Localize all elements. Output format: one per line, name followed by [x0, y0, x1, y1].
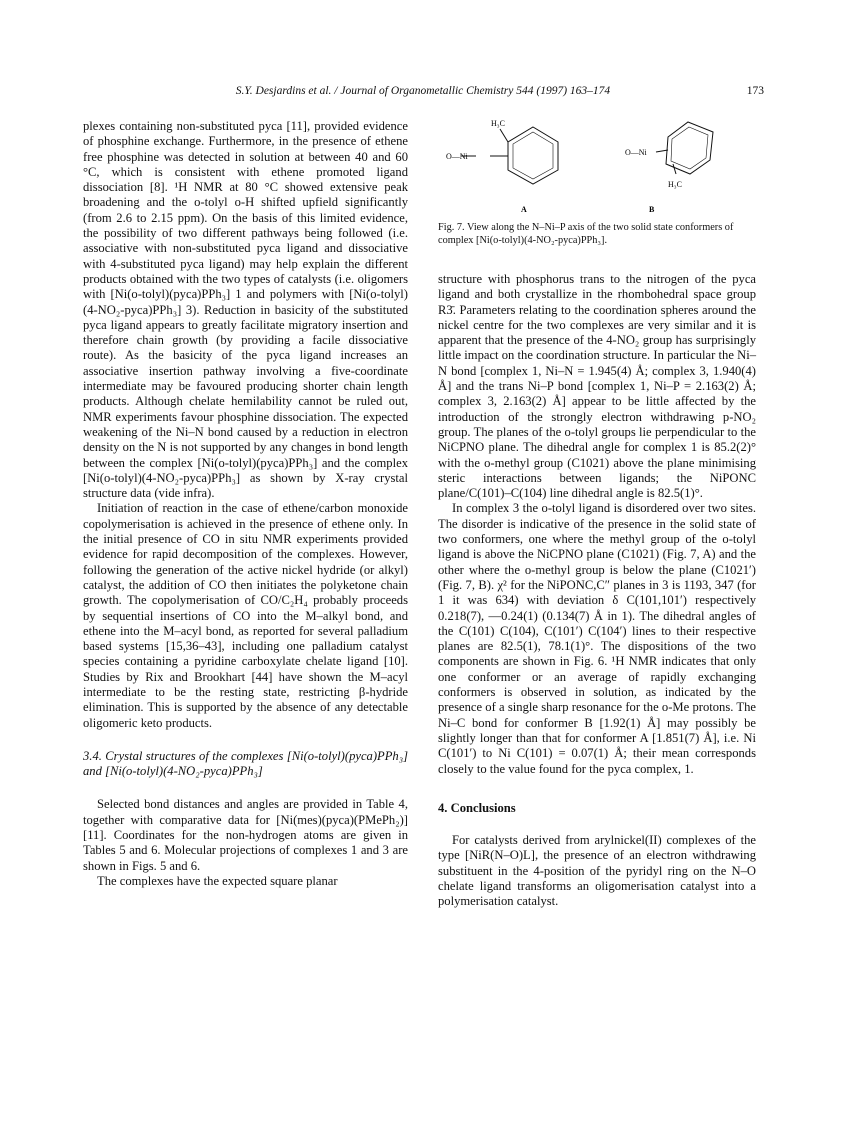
conformer-diagram: [438, 112, 760, 222]
paragraph: structure with phosphorus trans to the nitrogen of the pyca ligand and both crystallize in the rhombohedral space group R3̄. Parameters relating to the coordination spheres around the nickel centre for the two complexes are very similar and it is apparent that the presence of the 4-NO₂ group has surprisingly little impact on the coordination structure. In particular the Ni–N bond [complex 1, Ni–N = 1.945(4) Å; complex 3, 1.940(4) Å] and the trans Ni–P bond [complex 1, Ni–P = 2.163(2) Å; complex 3, 2.163(2) Å] appear to be little affected by the introduction of the strongly electron withdrawing p-NO₂ group. The planes of the o-tolyl groups lie perpendicular to the NiCPNO plane. The dihedral angle for complex 1 is 85.2(2)° with the o-methyl group (C1021) above the plane minimising steric interactions between ligands; the NiPONC plane/C(101)–C(104) line dihedral angle is 82.5(1)°.: [438, 272, 756, 501]
h3c-bottom-label: H₃C: [668, 180, 682, 189]
paragraph: The complexes have the expected square planar: [97, 873, 338, 888]
running-header: [82, 85, 764, 101]
section-heading: 3.4. Crystal structures of the complexes [Ni(o-tolyl)(pyca)PPh₃] and [Ni(o-tolyl)(4-NO₂-pyca)PPh₃]: [83, 748, 408, 779]
left-column: [83, 119, 408, 889]
ni-c-bond-b: [656, 150, 668, 152]
methyl-bond-b: [673, 164, 676, 174]
paragraph: Selected bond distances and angles are provided in Table 4, together with comparative data for [Ni(mes)(pyca)(PMePh₂)] [11]. Coordinates for the non-hydrogen atoms are given in Tables 5 and 6. Molecular projections of complexes 1 and 3 are shown in Figs. 5 and 6.: [83, 797, 408, 873]
conformer-b-structure: [656, 122, 713, 174]
paragraph: For catalysts derived from arylnickel(II) complexes of the type [NiR(N–O)L], the presence of an electron withdrawing substituent in the 4-position of the pyridyl ring on the N–O chelate ligand transforms an oligomerisation catalyst into a polymerisation catalyst.: [438, 833, 756, 909]
benzene-ring-a: [508, 127, 558, 184]
section-heading: 4. Conclusions: [438, 800, 516, 815]
label-a: A: [521, 205, 527, 214]
label-b: B: [649, 205, 655, 214]
right-column: [438, 272, 756, 910]
conformer-a-structure: [461, 127, 558, 184]
paragraph: plexes containing non-substituted pyca [11], provided evidence of phosphine exchange. Furthermore, in the presence of ethene free phosphine was detected in solution at between 40 and 60 °C, which is consistent with ethene promoted ligand dissociation [8]. ¹H NMR at 80 °C showed extensive peak broadening and the o-tolyl o-H shifted upfield significantly (from 2.6 to 2.15 ppm). On the basis of this limited evidence, the possibility of two different pathways being followed (i.e. associative with non-substituted pyca ligand and dissociative with 4-substituted pyca ligand) may help explain the different products obtained with the two types of catalysts (i.e. oligomers with [Ni(o-tolyl)(pyca)PPh₃] 1 and polymers with [Ni(o-tolyl)(4-NO₂-pyca)PPh₃] 3). Reduction in basicity of the substituted pyca ligand appears to greatly facilitate migratory insertion and therefore chain growth (by providing a facile dissociative route). As the basicity of the pyca ligand increases an associative insertion pathway involving a five-coordinate intermediate may be favoured producing shorter chain length products. Although chelate hemilability cannot be ruled out, NMR experiments favour phosphine dissociation. The expected weakening of the Ni–N bond caused by a reduction in electron density on the N is not supported by any changes in bond length between the complex [Ni(o-tolyl)(pyca)PPh₃] and the complex [Ni(o-tolyl)(4-NO₂-pyca)PPh₃] as shown by X-ray crystal structure data (vide infra).: [83, 119, 408, 501]
o-ni-label-b: O—Ni: [625, 148, 647, 157]
methyl-bond-a: [500, 129, 508, 142]
page-number: 173: [746, 85, 764, 97]
paragraph: Initiation of reaction in the case of ethene/carbon monoxide copolymerisation is achieved in the presence of ethene only. In the initial presence of CO in situ NMR experiments provided evidence for rapid decomposition of the complexes. However, following the generation of the active nickel hydride (or alkyl) catalyst, the addition of CO then initiates the polyketone chain growth. The copolymerisation of CO/C₂H₄ probably proceeds by sequential insertions of CO into the M–alkyl bond, and ethene into the M–acyl bond, as reported for several palladium based systems [15,36–43], including one palladium catalyst species containing a pyridine carboxylate chelate ligand [10]. Studies by Rix and Brookhart [44] have shown the M–acyl intermediate to be the resting state, restricting β-hydride elimination. This is supported by the absence of any detectable oligomeric keto products.: [83, 501, 408, 730]
running-head: S.Y. Desjardins et al. / Journal of Organometallic Chemistry 544 (1997) 163–174: [235, 85, 611, 97]
o-ni-label-a: O—Ni: [446, 152, 468, 161]
figure-caption: Fig. 7. View along the N–Ni–P axis of the two solid state conformers of complex [Ni(o-tolyl)(4-NO₂-pyca)PPh₃].: [438, 222, 734, 246]
h3c-top-label: H₃C: [491, 119, 505, 128]
benzene-ring-b: [666, 122, 713, 174]
paragraph: In complex 3 the o-tolyl ligand is disordered over two sites. The disorder is indicative of the presence in the solid state of two conformers, one where the methyl group of the o-tolyl ligand is above the NiCPNO plane (C1021) (Fig. 7, A) and the other where the o-methyl group is below the plane (C1021′) (Fig. 7, B). χ² for the NiPONC,C″ planes in 3 is 1193, 347 (for 1 it was 634) with deviation δ C(101,101′) respectively 0.218(7), —0.24(1) (0.134(7) Å in 1). The dihedral angles of the C(101) C(104), C(101′) C(104′) lines to their respective planes are 82.5(1), 78.1(1)°. The dispositions of the two components are shown in Fig. 6. ¹H NMR indicates that only one conformer or an average of rapidly exchanging conformers is observed in solution, as indicated by the presence of a single sharp resonance for the o-Me protons. The Ni–C bond for conformer B [1.92(1) Å] may possibly be slightly longer than that for conformer A [1.851(7) Å], i.e. Ni C(101′) to Ni C(101) = 0.07(1) Å; their mean corresponds closely to the value found for the pyca complex, 1.: [438, 501, 756, 776]
